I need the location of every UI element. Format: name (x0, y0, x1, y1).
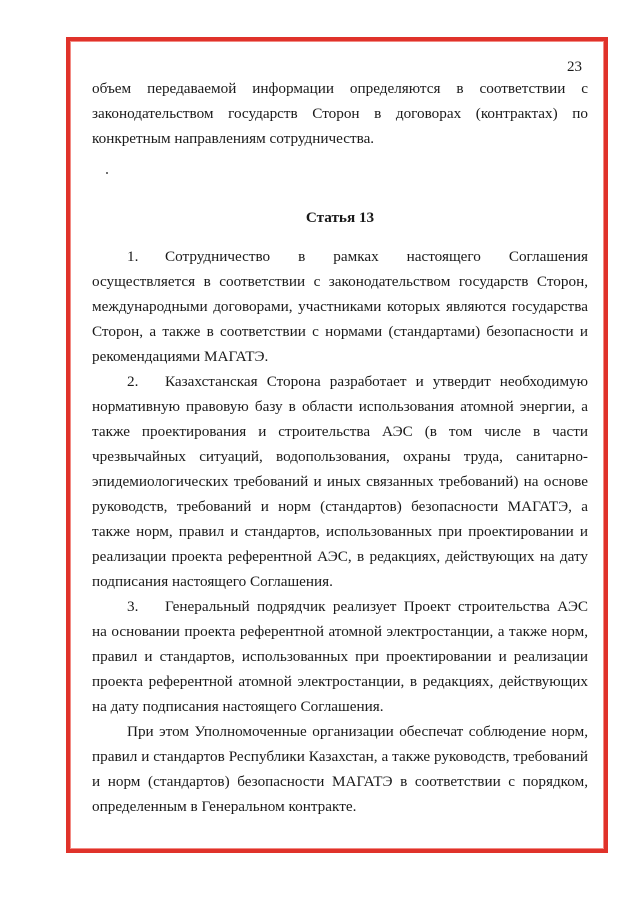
item-number: 2. (127, 373, 139, 390)
document-page (92, 58, 588, 819)
article-title: Статья 13 (305, 209, 375, 226)
page-number: 23 (567, 59, 582, 75)
item-number: 3. (127, 598, 139, 615)
item-text: Сотрудничество в рамках настоящего Соглашения осуществляется в соответствии с законодательством государств Сторон, международными договорами, участниками которых являются государства Сторон, а также в соответствии с нормами (стандартами) безопасности и рекомендациями МАГАТЭ. (92, 248, 588, 365)
closing-paragraph: При этом Уполномоченные организации обеспечат соблюдение норм, правил и стандартов Республики Казахстан, а также руководств, требований и норм (стандартов) безопасности МАГАТЭ в соответствии с порядком, определенным в Генеральном контракте. (92, 723, 588, 815)
item-text: Генеральный подрядчик реализует Проект строительства АЭС на основании проекта референтной атомной электростанции, а также норм, правил и стандартов, использованных при проектировании и реализации проекта референтной атомной электростанции, в редакциях, действующих на дату подписания настоящего Соглашения. (92, 598, 588, 715)
item-number: 1. (127, 248, 139, 265)
article-item-1 (92, 244, 588, 369)
intro-paragraph: объем передаваемой информации определяются в соответствии с законодательством государств Сторон в договорах (контрактах) по конкретным направлениям сотрудничества. (92, 80, 588, 147)
article-item-3 (92, 594, 588, 719)
item-text: Казахстанская Сторона разработает и утвердит необходимую нормативную правовую базу в области использования атомной энергии, а также проектирования и строительства АЭС (в том числе в части чрезвычайных ситуаций, водопользования, охраны труда, санитарно-эпидемиологических требований и иных связанных требований) на основе руководств, требований и норм (стандартов) безопасности МАГАТЭ, а также норм, правил и стандартов, использованных при проектировании и реализации проекта референтной АЭС, в редакциях, действующих на дату подписания настоящего Соглашения. (92, 373, 588, 590)
article-item-2 (92, 369, 588, 594)
